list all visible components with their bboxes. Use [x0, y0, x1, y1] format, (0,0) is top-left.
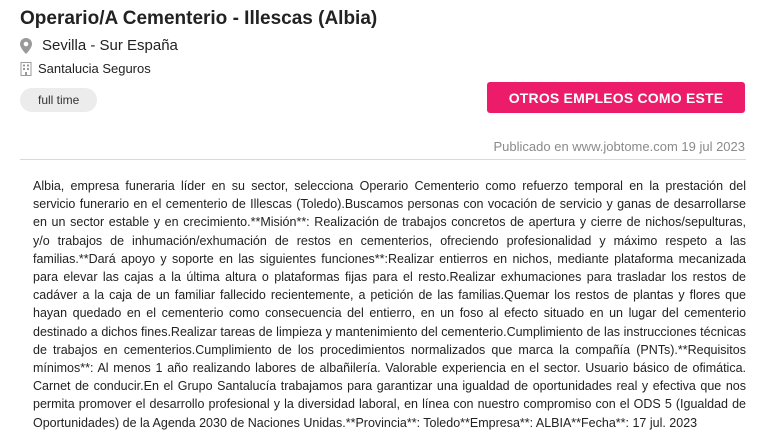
- job-description: Albia, empresa funeraria líder en su sector, selecciona Operario Cementerio como refuerzo temporal en la prestación del servicio funerario en el cementerio de Illescas (Toledo).Buscamos personas con vocación de servicio y ganas de desarrollarse en un sector estable y en crecimiento.**Misión**: Realización de trabajos concretos de apertura y cierre de nichos/sepulturas, y/o trabajos de inhumación/exhumación de restos en cementerios, ofreciendo profesionalidad y máximo respeto a las familias.**Dará apoyo y soporte en las siguientes funciones**:Realizar entierros en nichos, mediante plataforma mecanizada para elevar las cajas a la última altura o plataformas fijas para el resto.Realizar exhumaciones para trasladar los restos de cadáver a la caja de un familiar fallecido recientemente, a petición de las familias.Quemar los restos de plantas y flores que hayan quedado en el cementerio como consecuencia del entierro, en un foso al efecto situado en un lugar del cementerio destinado a dichos fines.Realizar tareas de limpieza y mantenimiento del cementerio.Cumplimiento de las instrucciones técnicas de trabajos en cementerios.Cumplimiento de los procedimientos normalizados que marca la compañía (PNTs).**Requisitos mínimos**: Al menos 1 año realizando labores de albañilería. Valorable experiencia en el sector. Usuario básico de ofimática. Carnet de conducir.En el Grupo Santalucía trabajamos para garantizar una igualdad de oportunidades real y efectiva que nos permita promover el desarrollo profesional y la diversidad laboral, en línea con nuestro compromiso con el ODS 5 (Igualdad de Oportunidades) de la Agenda 2030 de Naciones Unidas.**Provincia**: Toledo**Empresa**: ALBIA**Fecha**: 17 jul. 2023: [33, 179, 746, 430]
- job-company-label: Santalucia Seguros: [38, 61, 151, 76]
- map-pin-icon: [20, 38, 32, 54]
- published-info: Publicado en www.jobtome.com 19 jul 2023: [493, 139, 745, 154]
- job-location-label: Sevilla - Sur España: [42, 37, 178, 54]
- building-icon: [20, 62, 32, 76]
- job-location: [20, 37, 178, 54]
- other-jobs-button[interactable]: OTROS EMPLEOS COMO ESTE: [487, 82, 745, 113]
- job-company: [20, 61, 151, 76]
- divider: [20, 159, 746, 160]
- job-title: Operario/A Cementerio - Illescas (Albia): [20, 8, 378, 29]
- contract-type-badge: full time: [20, 88, 97, 112]
